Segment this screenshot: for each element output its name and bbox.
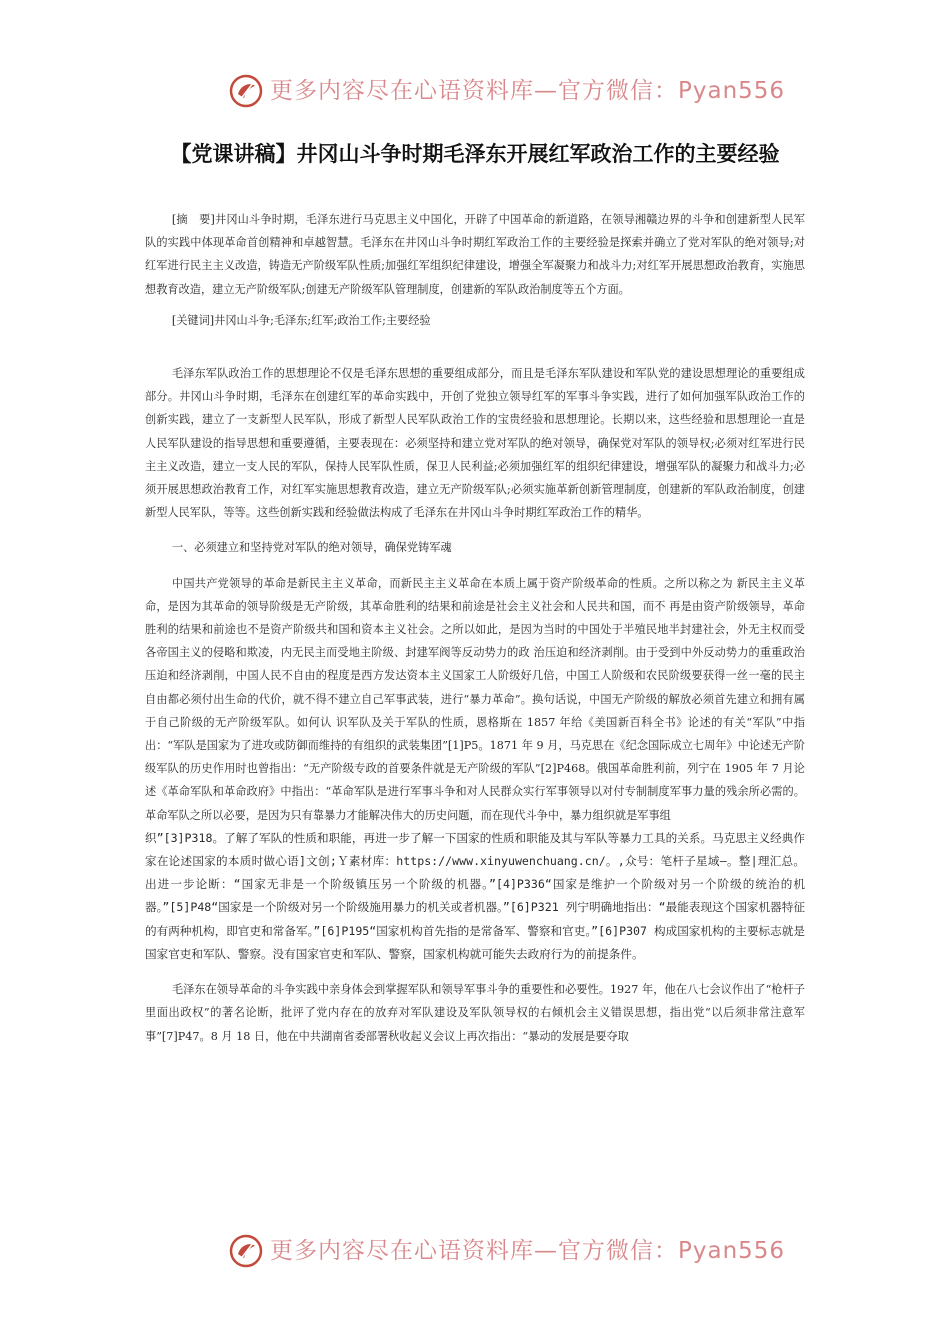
brand-logo-icon (229, 1234, 263, 1268)
keywords-paragraph: [关键词]井冈山斗争;毛泽东;红军;政治工作;主要经验 (171, 313, 431, 327)
body-paragraph: 毛泽东在领导革命的斗争实践中亲身体会到掌握军队和领导军事斗争的重要性和必要性。1927 年，他在八七会议作出了“枪杆子里面出政权”的著名论断，批评了党内存在的放弃对军队建设及军队领导权的右倾机会主义错误思想，指出党“以后须非常注意军事”[7]P47。8 月 18 日，他在中共湖南省委部署秋收起义会议上再次指出：“暴动的发展是要夺取 (145, 983, 805, 1043)
section-heading: 一、必须建立和坚持党对军队的绝对领导，确保党铸军魂 (171, 541, 452, 555)
abstract-paragraph: [摘 要]井冈山斗争时期，毛泽东进行马克思主义中国化，开辟了中国革命的新道路，在领导湘赣边界的斗争和创建新型人民军队的实践中体现革命首创精神和卓越智慧。毛泽东在井冈山斗争时期红军政治工作的主要经验是探索并确立了党对军队的绝对领导;对红军进行民主主义改造，铸造无产阶级军队性质;加强红军组织纪律建设，增强全军凝聚力和战斗力;对红军开展思想政治教育，实施思想教育改造，建立无产阶级军队;创建无产阶级军队管理制度，创建新的军队政治制度等五个方面。 (145, 213, 805, 296)
intro-paragraph: 毛泽东军队政治工作的思想理论不仅是毛泽东思想的重要组成部分，而且是毛泽东军队建设和军队党的建设思想理论的重要组成部分。井冈山斗争时期，毛泽东在创建红军的革命实践中，开创了党独立领导红军的军事斗争实践，进行了如何加强军队政治工作的创新实践，建立了一支新型人民军队，形成了新型人民军队政治工作的宝贵经验和思想理论。长期以来，这些经验和思想理论一直是人民军队建设的指导思想和重要遵循，主要表现在：必须坚持和建立党对军队的绝对领导，确保党对军队的领导权;必须对红军进行民主主义改造，建立一支人民的军队，保持人民军队性质，保卫人民利益;必须加强红军的组织纪律建设，增强军队的凝聚力和战斗力;必须开展思想政治教育工作，对红军实施思想教育改造，建立无产阶级军队;必须实施革新创新管理制度，创建新的军队政治制度，创建新型人民军队，等等。这些创新实践和经验做法构成了毛泽东在井冈山斗争时期红军政治工作的精华。 (145, 367, 805, 520)
watermark-text: 更多内容尽在心语资料库—官方微信：Pyan556 (270, 1238, 786, 1264)
brand-logo-icon (229, 74, 263, 108)
document-body (145, 208, 805, 1048)
body-paragraph-continued: 织”[3]P318。了解了军队的性质和职能，再进一步了解一下国家的性质和职能及其与军队等暴力工具的关系。马克思主义经典作家在论述国家的本质时做心语]文创;Ｙ素材库：https://www.xinyuwenchuang.cn/。,众号：笔杆子星域—。整|理汇总。出进一步论断：“国家无非是一个阶级镇压另一个阶级的机器。”[4]P336“国家是维护一个阶级对另一个阶级的统治的机器。”[5]P48“国家是一个阶级对另一个阶级施用暴力的机关或者机器。”[6]P321 列宁明确地指出：“最能表现这个国家机器特征的有两种机构，即官吏和常备军。”[6]P195“国家机构首先指的是常备军、警察和官吏。”[6]P307 构成国家机构的主要标志就是国家官吏和军队、警察。没有国家官吏和军队、警察，国家机构就可能失去政府行为的前提条件。 (145, 830, 805, 961)
body-paragraph: 中国共产党领导的革命是新民主主义革命，而新民主主义革命在本质上属于资产阶级革命的性质。之所以称之为 新民主主义革命，是因为其革命的领导阶级是无产阶级，其革命胜利的结果和前途是社会主义社会和人民共和国，而不 再是由资产阶级领导，革命胜利的结果和前途也不是资产阶级共和国和资本主义社会。之所以如此，是因为当时的中国处于半殖民地半封建社会，外无主权而受各帝国主义的侵略和欺凌，内无民主而受地主阶级、封建军阀等反动势力的政 治压迫和经济剥削。由于受到中外反动势力的重重政治压迫和经济剥削，中国人民不自由的程度是西方发达资本主义国家工人阶级好几倍，中国工人阶级和农民阶级要获得一丝一毫的民主自由都必须付出生命的代价，就不得不建立自己军事武装，进行“暴力革命”。换句话说，中国无产阶级的解放必须首先建立和拥有属于自己阶级的无产阶级军队。如何认 识军队及关于军队的性质，恩格斯在 1857 年给《美国新百科全书》论述的有关“军队”中指出：“军队是国家为了进攻或防御而维持的有组织的武装集团”[1]P5。1871 年 9 月，马克思在《纪念国际成立七周年》中论述无产阶级军队的历史作用时也曾指出：“无产阶级专政的首要条件就是无产阶级的军队”[2]P468。俄国革命胜利前，列宁在 1905 年 7 月论述《革命军队和革命政府》中指出：“革命军队是进行军事斗争和对人民群众实行军事领导以对付专制制度军事力量的残余所必需的。革命军队之所以必要，是因为只有靠暴力才能解决伟大的历史问题，而在现代斗争中，暴力组织就是军事组 (145, 576, 805, 822)
document-title: 【党课讲稿】井冈山斗争时期毛泽东开展红军政治工作的主要经验 (170, 142, 780, 166)
watermark-text: 更多内容尽在心语资料库—官方微信：Pyan556 (270, 78, 786, 104)
watermark-banner-top (0, 72, 950, 112)
watermark-banner-bottom (0, 1232, 950, 1272)
